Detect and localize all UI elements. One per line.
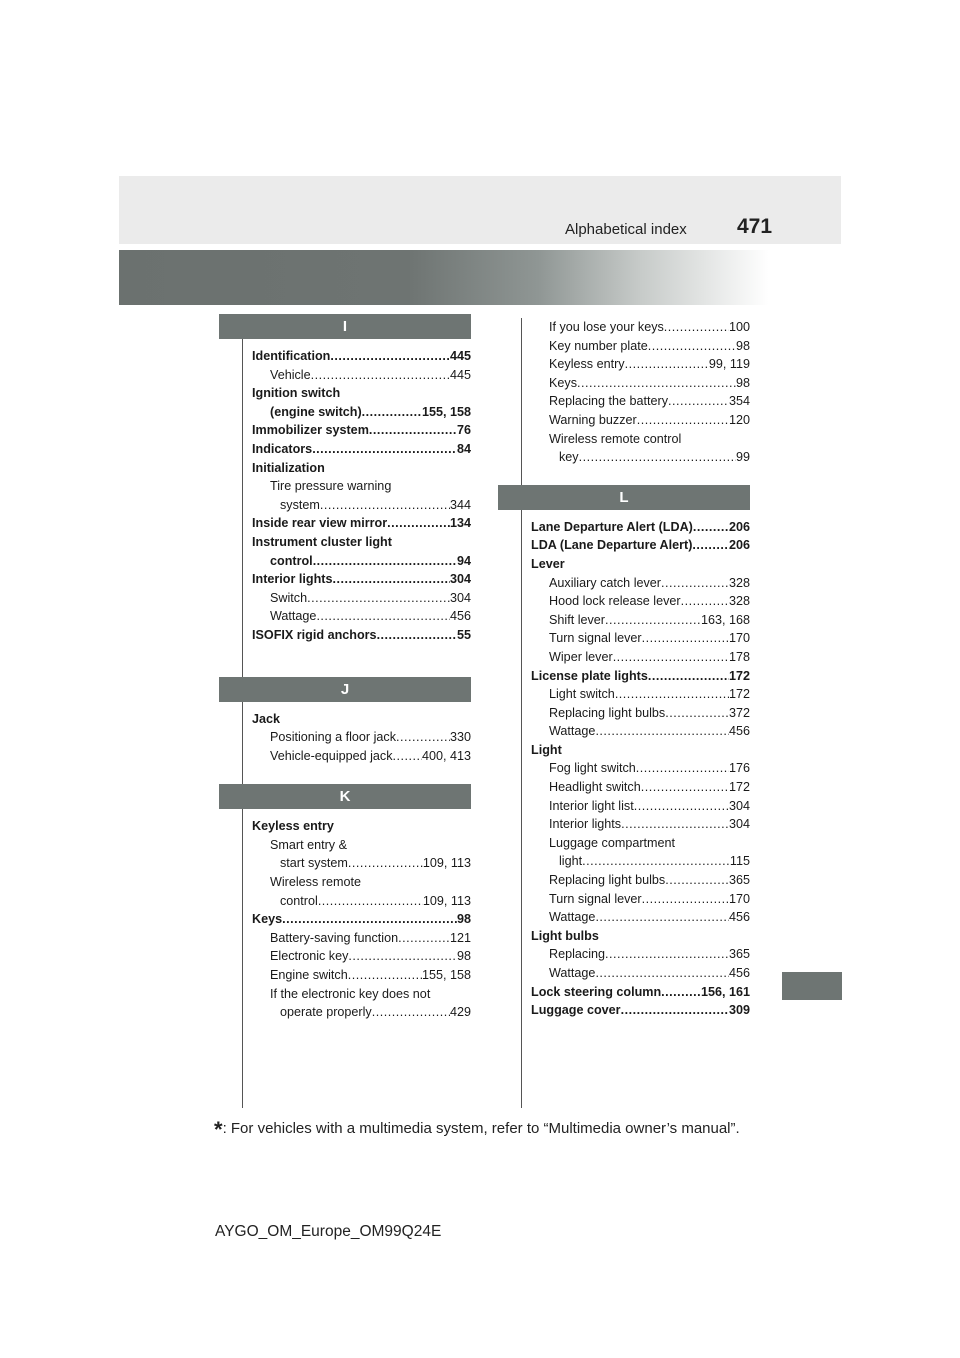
header-gradient-band xyxy=(119,250,841,305)
index-entry xyxy=(531,518,750,537)
dot-leader xyxy=(582,852,730,871)
index-term: Wattage xyxy=(549,910,596,925)
index-term: Replacing xyxy=(549,947,606,962)
index-term: Battery-saving function xyxy=(270,930,399,945)
index-term: Fog light switch xyxy=(549,761,636,776)
dot-leader xyxy=(282,910,457,929)
index-term: Switch xyxy=(270,590,308,605)
index-entry xyxy=(252,496,471,515)
page-reference: 304 xyxy=(449,590,471,605)
index-term: key xyxy=(559,450,579,465)
page-reference: 456 xyxy=(728,724,750,739)
dot-leader xyxy=(330,347,450,366)
dot-leader xyxy=(634,797,729,816)
page-reference: 98 xyxy=(735,375,750,390)
section-k-continued-entries xyxy=(520,318,750,467)
dot-leader xyxy=(621,1001,729,1020)
index-term: Replacing the battery xyxy=(549,394,669,409)
section-i-entries xyxy=(241,347,471,645)
dot-leader xyxy=(595,722,729,741)
page-reference: 456 xyxy=(728,910,750,925)
page-reference: 115 xyxy=(729,854,750,869)
page-reference: 170 xyxy=(728,891,750,906)
page-reference: 445 xyxy=(449,367,471,382)
index-entry: Ignition switch xyxy=(252,386,341,401)
index-term: operate properly xyxy=(280,1005,372,1020)
page-reference: 365 xyxy=(728,873,750,888)
dot-leader xyxy=(318,892,423,911)
footnote-text: : For vehicles with a multimedia system, refer to “Multimedia owner’s manual”. xyxy=(222,1120,740,1137)
page-reference: 309 xyxy=(728,1003,750,1018)
index-entry xyxy=(531,648,750,667)
index-term: (engine switch) xyxy=(270,404,362,419)
index-term: Wattage xyxy=(549,724,596,739)
index-entry xyxy=(531,852,750,871)
dot-leader xyxy=(642,890,729,909)
index-term: Lane Departure Alert (LDA) xyxy=(531,519,693,534)
index-term: Wattage xyxy=(270,609,317,624)
dot-leader xyxy=(648,667,729,686)
index-entry: Lever xyxy=(531,556,565,571)
dot-leader xyxy=(396,728,450,747)
index-entry: Luggage compartment xyxy=(549,835,676,850)
index-term: Headlight switch xyxy=(549,780,641,795)
right-column xyxy=(520,318,750,1020)
page-reference: 109, 113 xyxy=(422,856,471,871)
page-reference: 155, 158 xyxy=(421,968,471,983)
dot-leader xyxy=(661,574,729,593)
dot-leader xyxy=(313,552,457,571)
index-entry xyxy=(531,815,750,834)
index-term: Shift lever xyxy=(549,612,605,627)
page-reference: 178 xyxy=(728,649,750,664)
index-term: Electronic key xyxy=(270,949,349,964)
page-reference: 445 xyxy=(449,349,471,363)
index-entry xyxy=(252,589,471,608)
dot-leader xyxy=(661,983,701,1002)
index-term: Lock steering column xyxy=(531,984,662,999)
index-entry xyxy=(531,392,750,411)
index-entry xyxy=(531,871,750,890)
section-k-entries xyxy=(241,817,471,1022)
index-term: Replacing light bulbs xyxy=(549,705,666,720)
index-entry: Tire pressure warning xyxy=(270,479,392,494)
index-term: Turn signal lever xyxy=(549,631,642,646)
index-entry xyxy=(531,574,750,593)
index-term: Keyless entry xyxy=(549,357,625,372)
page-reference: 328 xyxy=(728,575,750,590)
section-header-j: J xyxy=(219,677,471,702)
index-entry xyxy=(531,448,750,467)
page-reference: 429 xyxy=(449,1005,471,1020)
page-reference: 98 xyxy=(735,338,750,353)
dot-leader xyxy=(369,421,457,440)
dot-leader xyxy=(613,648,729,667)
dot-leader xyxy=(665,704,729,723)
index-term: start system xyxy=(280,856,348,871)
page-title: Alphabetical index xyxy=(565,221,687,238)
index-entry xyxy=(252,910,471,929)
dot-leader xyxy=(625,355,709,374)
page-reference: 134 xyxy=(449,516,471,531)
index-term: Auxiliary catch lever xyxy=(549,575,661,590)
page-reference: 172 xyxy=(728,780,750,795)
index-term: ISOFIX rigid anchors xyxy=(252,627,377,642)
index-entry xyxy=(531,908,750,927)
index-entry: Wireless remote control xyxy=(549,431,682,446)
index-term: Warning buzzer xyxy=(549,412,637,427)
index-entry: Light xyxy=(531,742,562,757)
page-reference: 109, 113 xyxy=(422,893,471,908)
index-entry xyxy=(531,355,750,374)
page-reference: 76 xyxy=(456,423,471,438)
index-entry xyxy=(252,570,471,589)
index-entry xyxy=(252,440,471,459)
dot-leader xyxy=(348,854,423,873)
index-term: Interior lights xyxy=(549,817,622,832)
index-entry xyxy=(252,552,471,571)
page-reference: 98 xyxy=(456,912,471,927)
index-term: License plate lights xyxy=(531,668,648,683)
document-id: AYGO_OM_Europe_OM99Q24E xyxy=(215,1223,442,1240)
index-entry xyxy=(252,1003,471,1022)
index-entry xyxy=(531,611,750,630)
index-entry xyxy=(252,947,471,966)
index-term: system xyxy=(280,497,320,512)
index-entry: Keyless entry xyxy=(252,819,334,834)
index-term: light xyxy=(559,854,583,869)
index-term: Wiper lever xyxy=(549,649,613,664)
page-reference: 372 xyxy=(728,705,750,720)
page-reference: 400, 413 xyxy=(421,748,471,763)
dot-leader xyxy=(348,966,422,985)
dot-leader xyxy=(579,448,736,467)
index-entry xyxy=(252,421,471,440)
dot-leader xyxy=(648,337,736,356)
page-reference: 304 xyxy=(728,817,750,832)
index-term: Light switch xyxy=(549,687,615,702)
index-entry xyxy=(531,964,750,983)
index-term: Interior lights xyxy=(252,572,333,587)
dot-leader xyxy=(362,403,422,422)
dot-leader xyxy=(387,514,450,533)
page-reference: 99, 119 xyxy=(708,357,750,372)
dot-leader xyxy=(307,589,450,608)
index-term: Luggage cover xyxy=(531,1003,621,1018)
page-reference: 121 xyxy=(449,930,471,945)
dot-leader xyxy=(316,607,450,626)
page-reference: 100 xyxy=(728,320,750,334)
page-reference: 330 xyxy=(449,730,471,745)
dot-leader xyxy=(681,592,729,611)
dot-leader xyxy=(320,496,450,515)
left-column xyxy=(241,314,471,1022)
index-term: Positioning a floor jack xyxy=(270,730,397,745)
index-entry xyxy=(531,945,750,964)
section-header-k: K xyxy=(219,784,471,809)
page-reference: 354 xyxy=(728,394,750,409)
page-reference: 172 xyxy=(728,668,750,683)
dot-leader xyxy=(377,626,457,645)
index-entry: Light bulbs xyxy=(531,928,599,943)
index-entry xyxy=(531,685,750,704)
dot-leader xyxy=(312,440,457,459)
page-reference: 365 xyxy=(728,947,750,962)
index-term: Engine switch xyxy=(270,968,348,983)
page-reference: 84 xyxy=(456,441,471,456)
page-reference: 456 xyxy=(728,966,750,980)
page-reference: 55 xyxy=(456,627,471,642)
section-header-i: I xyxy=(219,314,471,339)
index-entry xyxy=(252,929,471,948)
index-entry xyxy=(531,890,750,909)
index-term: Turn signal lever xyxy=(549,891,642,906)
dot-leader xyxy=(642,629,729,648)
index-term: Hood lock release lever xyxy=(549,594,681,609)
index-entry xyxy=(252,966,471,985)
dot-leader xyxy=(393,747,422,766)
page-header xyxy=(119,176,841,244)
index-term: Keys xyxy=(549,375,577,390)
index-entry xyxy=(531,704,750,723)
page-reference: 304 xyxy=(728,798,750,813)
index-entry xyxy=(531,374,750,393)
index-entry: Instrument cluster light xyxy=(252,534,392,549)
page-reference: 155, 158 xyxy=(421,404,471,419)
index-entry xyxy=(252,607,471,626)
index-entry xyxy=(252,728,471,747)
page-reference: 206 xyxy=(728,538,750,553)
section-header-l: L xyxy=(498,485,750,510)
dot-leader xyxy=(605,945,729,964)
index-entry xyxy=(252,347,471,366)
index-term: Vehicle-equipped jack xyxy=(270,748,393,763)
index-term: If you lose your keys xyxy=(549,320,664,334)
index-term: control xyxy=(280,893,318,908)
page-reference: 156, 161 xyxy=(700,984,750,999)
section-l-entries xyxy=(520,518,750,1020)
dot-leader xyxy=(348,947,457,966)
index-term: LDA (Lane Departure Alert) xyxy=(531,538,693,553)
index-entry xyxy=(252,366,471,385)
index-entry xyxy=(531,983,750,1002)
index-entry xyxy=(252,403,471,422)
index-term: Replacing light bulbs xyxy=(549,873,666,888)
index-term: Vehicle xyxy=(270,367,311,382)
dot-leader xyxy=(693,518,729,537)
index-entry xyxy=(252,892,471,911)
page-reference: 176 xyxy=(728,761,750,776)
index-term: Identification xyxy=(252,349,331,363)
dot-leader xyxy=(577,374,736,393)
page-reference: 328 xyxy=(728,594,750,609)
page-reference: 170 xyxy=(728,631,750,646)
index-term: control xyxy=(270,553,313,568)
dot-leader xyxy=(621,815,729,834)
page-reference: 94 xyxy=(456,553,471,568)
dot-leader xyxy=(605,611,701,630)
dot-leader xyxy=(664,318,729,337)
index-entry xyxy=(252,854,471,873)
index-entry xyxy=(252,626,471,645)
index-entry xyxy=(531,411,750,430)
index-entry xyxy=(252,514,471,533)
footnote-marker: * xyxy=(214,1117,223,1142)
index-entry xyxy=(531,722,750,741)
index-entry: Wireless remote xyxy=(270,875,361,890)
dot-leader xyxy=(372,1003,450,1022)
page-reference: 344 xyxy=(449,497,471,512)
dot-leader xyxy=(665,871,729,890)
index-entry: If the electronic key does not xyxy=(270,986,431,1001)
index-term: Keys xyxy=(252,912,283,927)
chapter-tab xyxy=(782,972,842,1000)
dot-leader xyxy=(615,685,729,704)
index-entry: Jack xyxy=(252,711,281,726)
index-term: Immobilizer system xyxy=(252,423,369,438)
index-entry xyxy=(531,759,750,778)
page-reference: 98 xyxy=(456,949,471,964)
dot-leader xyxy=(636,759,729,778)
page-reference: 304 xyxy=(449,572,471,587)
index-entry: Initialization xyxy=(252,460,325,475)
dot-leader xyxy=(637,411,729,430)
page-reference: 172 xyxy=(728,687,750,702)
index-entry xyxy=(531,337,750,356)
index-entry xyxy=(531,778,750,797)
dot-leader xyxy=(641,778,729,797)
page-number: 471 xyxy=(737,215,773,238)
dot-leader xyxy=(311,366,450,385)
index-term: Inside rear view mirror xyxy=(252,516,388,531)
index-entry xyxy=(531,667,750,686)
dot-leader xyxy=(692,536,729,555)
footnote xyxy=(214,1117,740,1143)
dot-leader xyxy=(332,570,450,589)
index-entry xyxy=(531,592,750,611)
index-term: Wattage xyxy=(549,966,596,980)
page-reference: 99 xyxy=(735,450,750,465)
dot-leader xyxy=(595,908,729,927)
dot-leader xyxy=(668,392,729,411)
page-reference: 206 xyxy=(728,519,750,534)
page-reference: 456 xyxy=(449,609,471,624)
dot-leader xyxy=(398,929,450,948)
index-term: Key number plate xyxy=(549,338,648,353)
dot-leader xyxy=(595,964,729,983)
index-term: Interior light list xyxy=(549,798,634,813)
index-entry xyxy=(531,797,750,816)
page-reference: 163, 168 xyxy=(700,612,750,627)
index-term: Indicators xyxy=(252,441,313,456)
index-entry xyxy=(531,536,750,555)
index-entry xyxy=(531,1001,750,1020)
index-entry xyxy=(531,629,750,648)
index-entry xyxy=(531,318,750,337)
index-entry: Smart entry & xyxy=(270,837,347,852)
page-reference: 120 xyxy=(728,412,750,427)
index-entry xyxy=(252,747,471,766)
section-j-entries xyxy=(241,710,471,766)
